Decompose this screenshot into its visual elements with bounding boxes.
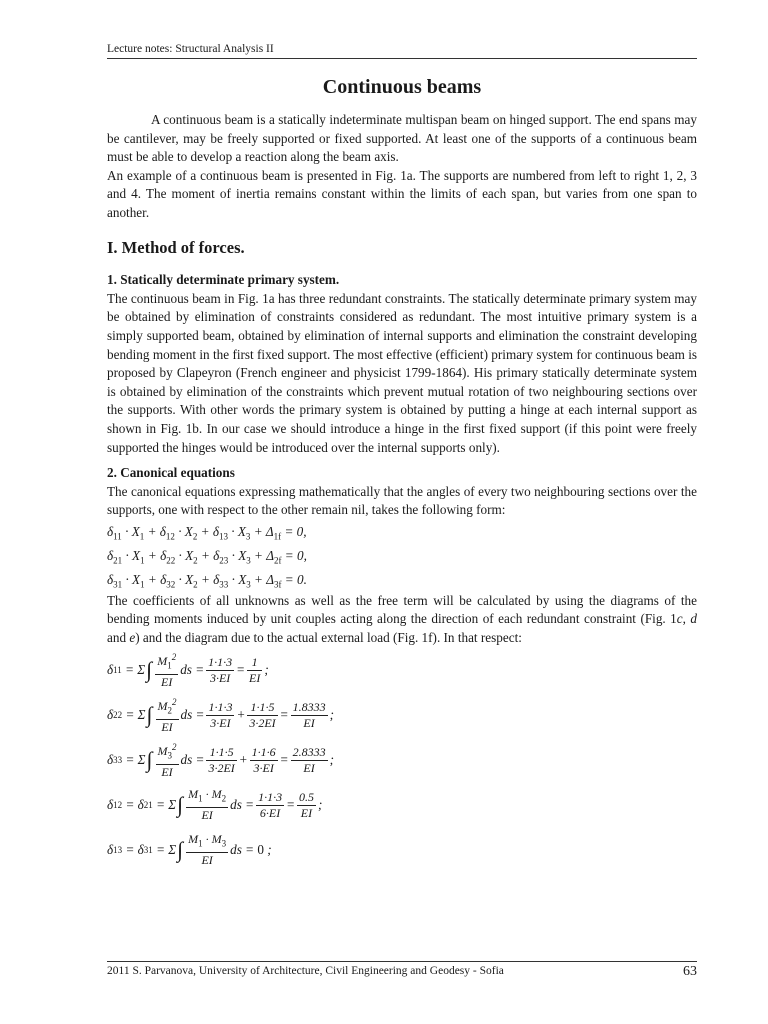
running-header: Lecture notes: Structural Analysis II — [107, 43, 697, 59]
intro-paragraph-2: An example of a continuous beam is presented in Fig. 1a. The supports are numbered from left to right 1, 2, 3 and 4. The moment of inertia remains constant within the limits of each span, but varies from one span to another. — [107, 167, 697, 220]
formula-delta-33: δ 33 = Σ ∫ $\frac{M_3^2}{EI}$ ds = $\frac{1\cdot 1\cdot 5}{3\cdot 2EI}$ + $\frac{1\cdot 1\cdot 6}{3\cdot EI}$ = $\frac{2.8333}{EI}$ ; — [107, 742, 334, 779]
subheading-primary-system: 1. Statically determinate primary system. — [107, 272, 340, 288]
coefficients-paragraph: The coefficients of all unknowns as well as the free term will be calculated by using the diagrams of the bending moments induced by unit couples acting along the direction of each redundant constraint (Fig. 1c, d and e) and the diagram due to the actual external load (Fig. 1f). In that respect: — [107, 592, 697, 646]
canonical-intro-paragraph: The canonical equations expressing mathematically that the angles of every two neighbouring sections over the supports, one with respect to the other remain nil, takes the following form: — [107, 483, 697, 518]
coefficient-formulas — [107, 648, 697, 873]
document-page — [107, 0, 697, 1024]
formula-delta-11: δ 11 = Σ ∫ $\frac{M_1^2}{EI}$ ds = $\frac{1\cdot 1\cdot 3}{3\cdot EI}$ = $\frac{1}{EI}$ ; — [107, 652, 269, 689]
intro-paragraph-1: A continuous beam is a statically indeterminate multispan beam on hinged support. The end spans may be cantilever, may be freely supported or fixed supported. At least one of the supports of a continuous beam must be able to develop a reaction along the beam axis. — [107, 112, 697, 165]
canonical-equation-2: $\delta_{21} \cdot X_1 + \delta_{22} \cdot X_2 + \delta_{23} \cdot X_3 + \Delta_{2f} = 0$, — [107, 547, 307, 566]
section-heading-method-of-forces: I. Method of forces. — [107, 237, 245, 257]
page-title: Continuous beams — [322, 76, 482, 98]
page-footer — [107, 961, 697, 977]
formula-delta-22: δ 22 = Σ ∫ $\frac{M_2^2}{EI}$ ds = $\frac{1\cdot 1\cdot 3}{3\cdot EI}$ + $\frac{1\cdot 1\cdot 5}{3\cdot 2EI}$ = $\frac{1.8333}{EI}$ ; — [107, 697, 334, 734]
subheading-canonical-equations: 2. Canonical equations — [107, 465, 235, 481]
footer-text: 2011 S. Parvanova, University of Architecture, Civil Engineering and Geodesy - Sofia — [107, 965, 504, 977]
canonical-equations — [107, 520, 697, 592]
canonical-equation-1: $\delta_{11} \cdot X_1 + \delta_{12} \cdot X_2 + \delta_{13} \cdot X_3 + \Delta_{1f} = 0$, — [107, 523, 307, 542]
formula-delta-12: δ 12 = δ 21 = Σ ∫ $\frac{M_1 \cdot M_2}{EI}$ ds = $\frac{1\cdot 1\cdot 3}{6\cdot EI}$ = $\frac{0.5}{EI}$ ; — [107, 787, 323, 822]
formula-delta-13: δ 13 = δ 31 = Σ ∫ $\frac{M_1 \cdot M_3}{EI}$ ds = 0 ; — [107, 832, 272, 867]
canonical-equation-3: $\delta_{31} \cdot X_1 + \delta_{32} \cdot X_2 + \delta_{33} \cdot X_3 + \Delta_{3f} = 0$. — [107, 571, 307, 590]
document-body — [107, 111, 697, 873]
primary-system-paragraph: The continuous beam in Fig. 1a has three redundant constraints. The statically determinate primary system may be obtained by elimination of constraints considered as redundant. The most intuitive primary system is a simply supported beam, obtained by elimination of internal supports and elimination the constraint developing bending moment in the first fixed support. The most effective (efficient) primary system for continuous beam is proposed by Clapeyron (French engineer and physicist 1799-1864). His primary statically determinate system is obtained by elimination of the constraints which prevent mutual rotation of two neighbouring sections over the supports. With other words the primary system is obtained by putting a hinge at each internal support as shown in Fig. 1b. In our case we should introduce a hinge in the first fixed support (if this point were freely supported the hinges would be introduced over the internal supports only). — [107, 290, 697, 455]
page-number: 63 — [683, 964, 697, 979]
